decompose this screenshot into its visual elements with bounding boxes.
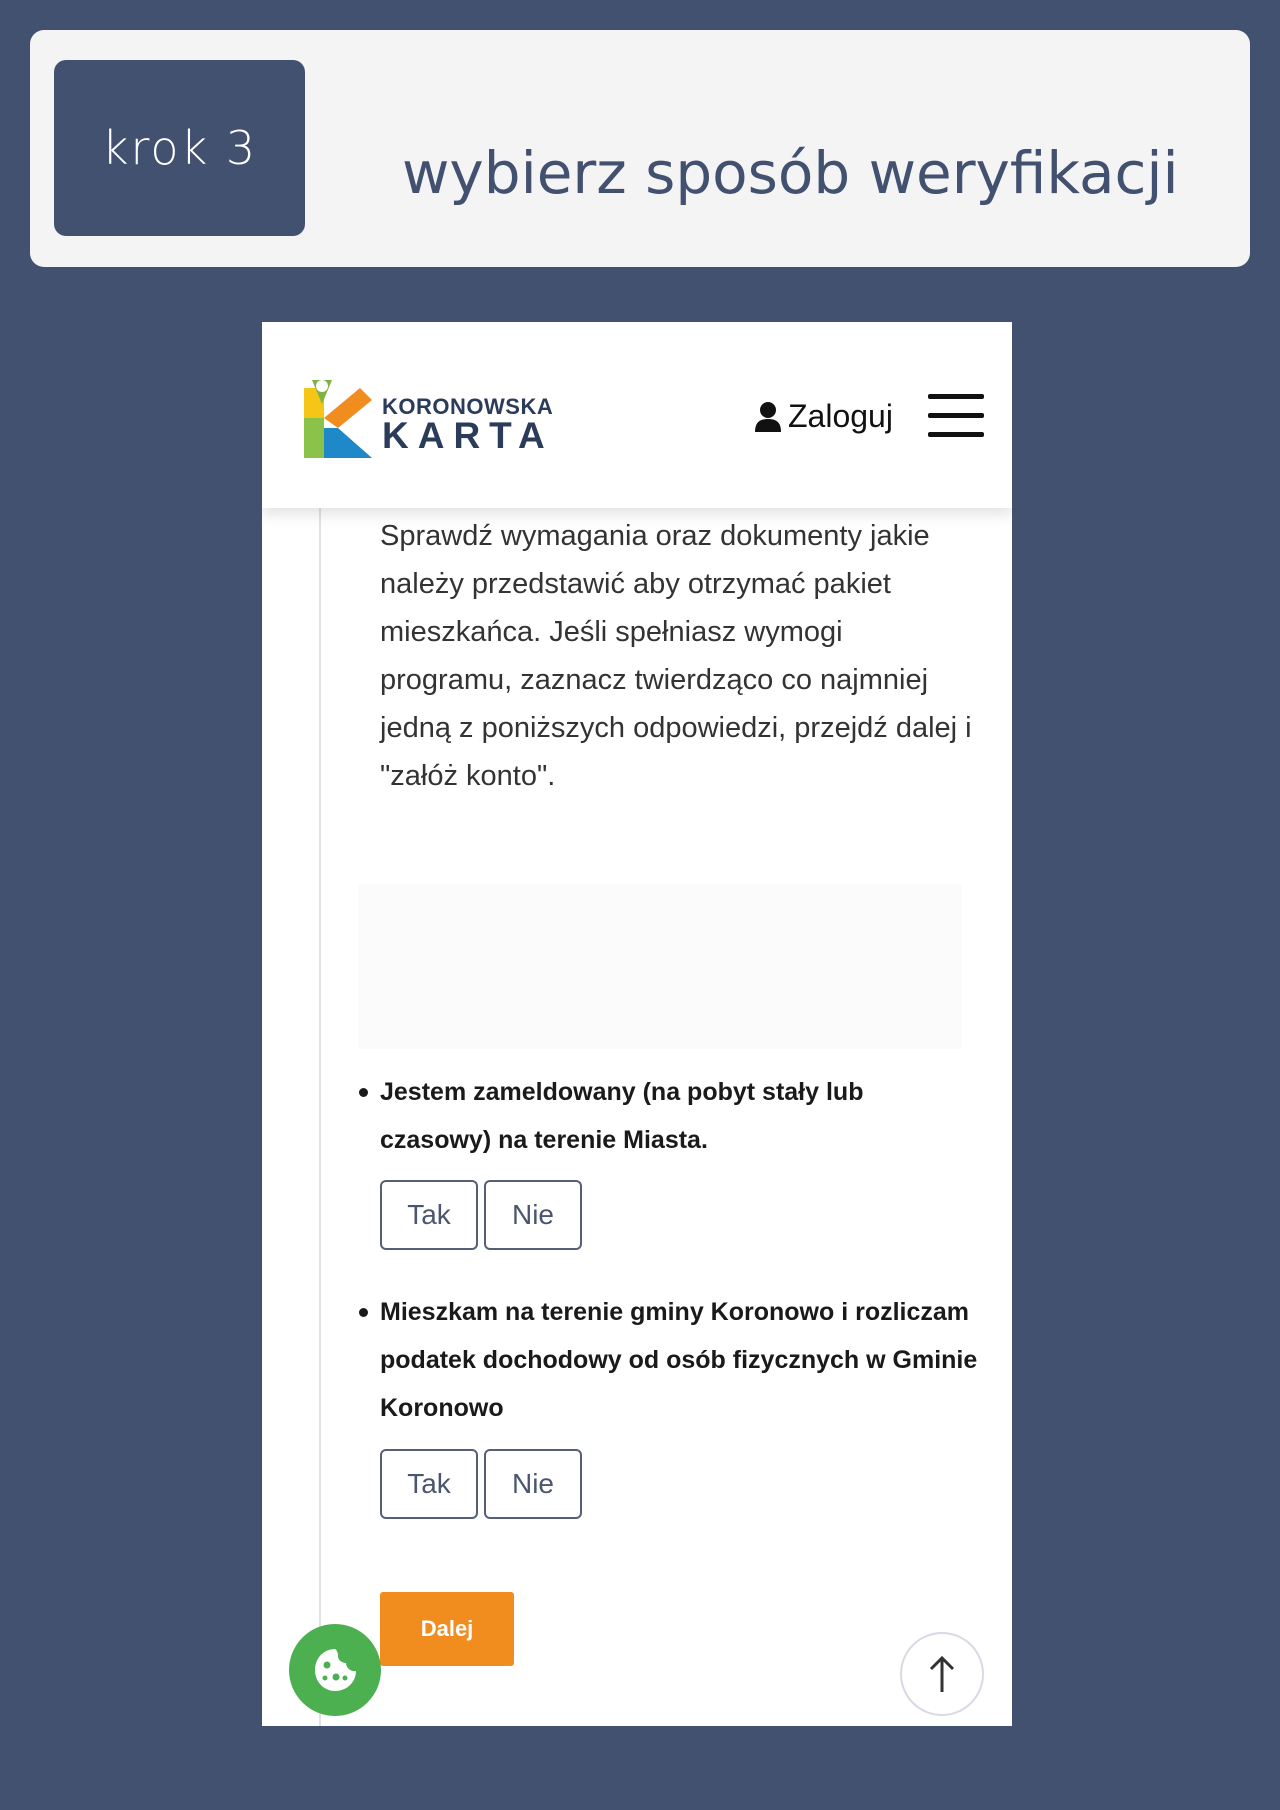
login-link[interactable] bbox=[754, 398, 893, 435]
answer-group-1 bbox=[380, 1180, 582, 1250]
koronowska-karta-logo-icon[interactable] bbox=[298, 378, 378, 460]
hamburger-menu-icon[interactable] bbox=[928, 394, 984, 440]
banner-title: wybierz sposób weryfikacji bbox=[402, 139, 1179, 207]
user-icon bbox=[754, 401, 782, 433]
phone-screen bbox=[262, 322, 1012, 1726]
app-header bbox=[262, 322, 1012, 508]
answer-yes-button-2[interactable]: Tak bbox=[380, 1449, 478, 1519]
scroll-to-top-button[interactable] bbox=[900, 1632, 984, 1716]
step-label: krok 3 bbox=[101, 121, 258, 175]
brand-name-top: KORONOWSKA bbox=[382, 394, 554, 419]
brand-name-bottom: KARTA bbox=[382, 415, 554, 456]
arrow-up-icon bbox=[922, 1652, 962, 1696]
answer-no-button-1[interactable]: Nie bbox=[484, 1180, 582, 1250]
answer-no-button-2[interactable]: Nie bbox=[484, 1449, 582, 1519]
cookie-icon bbox=[310, 1645, 360, 1695]
question-registered: Jestem zameldowany (na pobyt stały lub czasowy) na terenie Miasta. bbox=[380, 1068, 980, 1164]
answer-yes-button-1[interactable]: Tak bbox=[380, 1180, 478, 1250]
intro-text: Sprawdź wymagania oraz dokumenty jakie należy przedstawić aby otrzymać pakiet mieszkańca. Jeśli spełniasz wymogi programu, zaznacz twierdząco co najmniej jedną z poniższych odpowiedzi, przejdź dalej i "załóż konto". bbox=[380, 520, 972, 792]
next-button[interactable]: Dalej bbox=[380, 1592, 514, 1666]
question-tax-residence: Mieszkam na terenie gminy Koronowo i rozliczam podatek dochodowy od osób fizycznych w Gminie Koronowo bbox=[380, 1288, 980, 1432]
instruction-banner bbox=[30, 30, 1250, 267]
answer-group-2 bbox=[380, 1449, 582, 1519]
cookie-settings-button[interactable] bbox=[289, 1624, 381, 1716]
empty-panel bbox=[358, 884, 962, 1049]
timeline-divider bbox=[319, 508, 321, 1726]
login-label: Zaloguj bbox=[788, 398, 893, 434]
step-badge bbox=[54, 60, 305, 236]
